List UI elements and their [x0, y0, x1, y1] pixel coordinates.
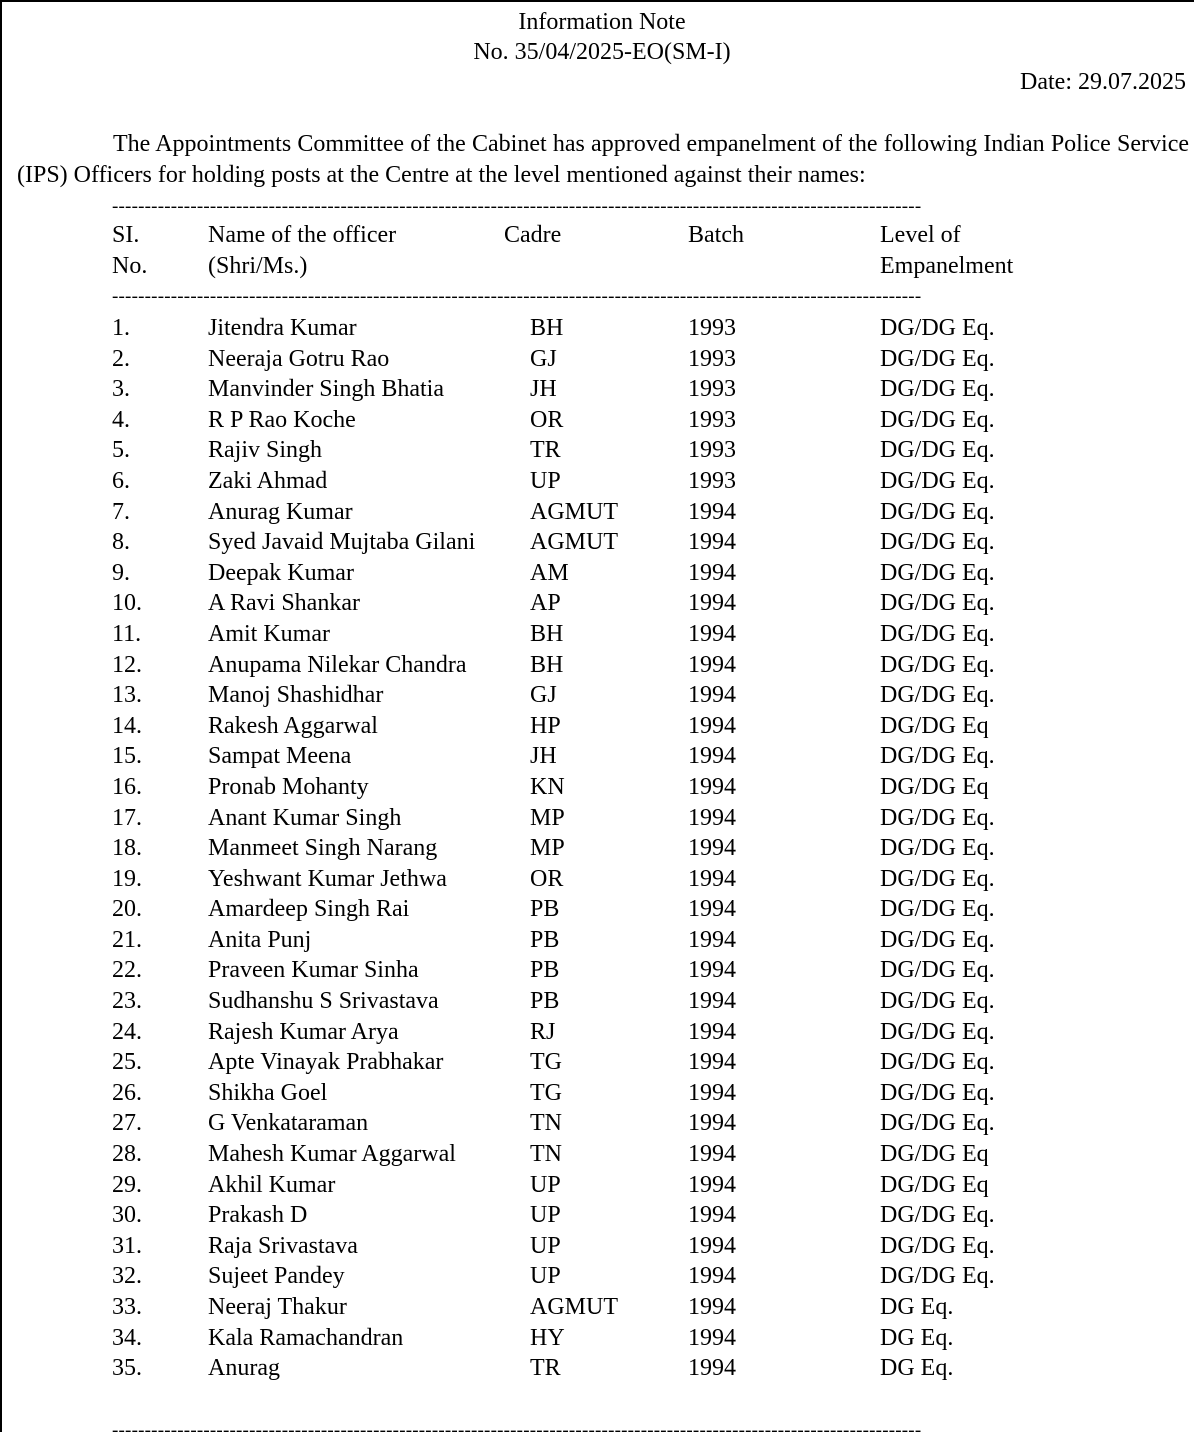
empanelment-level: DG/DG Eq. [880, 1263, 995, 1290]
batch: 1994 [688, 1355, 736, 1382]
batch: 1994 [688, 1110, 736, 1137]
sl-no: 25. [112, 1049, 142, 1076]
sl-no: 35. [112, 1355, 142, 1382]
empanelment-level: DG/DG Eq. [880, 988, 995, 1015]
officer-name: Neeraj Thakur [208, 1294, 347, 1320]
empanelment-level: DG/DG Eq. [880, 1110, 995, 1137]
batch: 1994 [688, 1232, 736, 1259]
batch: 1993 [688, 315, 736, 341]
intro-text: The Appointments Committee of the Cabinet has approved empanelment of the following Indian Police Service (IPS) Officers for holding posts at the Centre at the level mentioned against their names: [17, 131, 1189, 188]
officer-name: Pronab Mohanty [208, 773, 369, 800]
batch: 1994 [688, 590, 736, 617]
sl-no: 20. [112, 896, 142, 923]
sl-no: 12. [112, 651, 142, 678]
sl-no: 10. [112, 590, 142, 617]
table-row [2, 405, 1196, 436]
empanelment-level: DG/DG Eq. [880, 957, 995, 984]
sl-no: 16. [112, 773, 142, 800]
empanelment-level: DG/DG Eq. [880, 682, 995, 709]
cadre: TG [530, 1079, 562, 1106]
empanelment-level: DG/DG Eq. [880, 1079, 995, 1106]
empanelment-level: DG/DG Eq. [880, 1202, 995, 1229]
document-title: Information Note [518, 9, 686, 35]
empanelment-level: DG/DG Eq. [880, 406, 995, 433]
sl-no: 1. [112, 315, 130, 341]
divider-top: ---------------------------------------------------------------------------------------------------------------------------- [112, 196, 922, 217]
cadre: PB [530, 926, 560, 953]
batch: 1994 [688, 498, 736, 525]
table-row [2, 1353, 1196, 1384]
sl-no: 24. [112, 1018, 142, 1045]
officer-name: Syed Javaid Mujtaba Gilani [208, 529, 476, 556]
cadre: UP [530, 467, 561, 494]
empanelment-level: DG/DG Eq. [880, 376, 995, 403]
cadre: AM [530, 559, 569, 586]
batch: 1993 [688, 345, 736, 372]
batch: 1994 [688, 865, 736, 892]
cadre: GJ [530, 682, 557, 709]
officer-table [2, 313, 1196, 1384]
empanelment-level: DG/DG Eq. [880, 498, 995, 525]
cadre: TR [530, 437, 561, 464]
batch: 1994 [688, 529, 736, 556]
sl-no: 5. [112, 437, 130, 464]
empanelment-level: DG/DG Eq. [880, 896, 995, 923]
cadre: BH [530, 620, 564, 647]
batch: 1993 [688, 437, 736, 464]
empanelment-level: DG/DG Eq. [880, 835, 995, 862]
table-row [2, 1078, 1196, 1109]
empanelment-level: DG/DG Eq. [880, 1018, 995, 1045]
officer-name: Praveen Kumar Sinha [208, 957, 419, 984]
batch: 1994 [688, 682, 736, 709]
empanelment-level: DG/DG Eq. [880, 437, 995, 464]
officer-name: Deepak Kumar [208, 559, 354, 586]
officer-name: Rakesh Aggarwal [208, 712, 378, 739]
cadre: UP [530, 1263, 561, 1290]
officer-name: Jitendra Kumar [208, 315, 357, 341]
sl-no: 15. [112, 743, 142, 770]
table-row [2, 1231, 1196, 1262]
cadre: HY [530, 1324, 565, 1351]
table-row [2, 1170, 1196, 1201]
table-row [2, 803, 1196, 834]
batch: 1994 [688, 835, 736, 862]
sl-no: 8. [112, 529, 130, 556]
sl-no: 21. [112, 926, 142, 953]
cadre: BH [530, 315, 564, 341]
cadre: UP [530, 1232, 561, 1259]
sl-no: 9. [112, 559, 130, 586]
empanelment-level: DG/DG Eq. [880, 620, 995, 647]
empanelment-level: DG/DG Eq. [880, 743, 995, 770]
empanelment-level: DG/DG Eq. [880, 804, 995, 831]
sl-no: 28. [112, 1141, 142, 1168]
batch: 1993 [688, 376, 736, 403]
officer-name: G Venkataraman [208, 1110, 369, 1137]
sl-no: 13. [112, 682, 142, 709]
batch: 1994 [688, 988, 736, 1015]
officer-name: Rajiv Singh [208, 437, 323, 464]
table-row [2, 955, 1196, 986]
officer-name: Sujeet Pandey [208, 1263, 345, 1290]
empanelment-level: DG/DG Eq. [880, 467, 995, 494]
col-header-level: Level of Empanelment [880, 222, 1014, 279]
table-row [2, 741, 1196, 772]
cadre: PB [530, 988, 560, 1015]
cadre: JH [530, 743, 557, 770]
cadre: MP [530, 804, 565, 831]
batch: 1994 [688, 1049, 736, 1076]
empanelment-level: DG/DG Eq. [880, 345, 995, 372]
batch: 1994 [688, 896, 736, 923]
empanelment-level: DG/DG Eq [880, 1141, 989, 1168]
officer-name: Raja Srivastava [208, 1232, 358, 1259]
sl-no: 33. [112, 1294, 142, 1320]
divider-header: ---------------------------------------------------------------------------------------------------------------------------- [112, 286, 922, 307]
intro-paragraph [17, 129, 1189, 191]
cadre: AP [530, 590, 561, 617]
batch: 1994 [688, 1263, 736, 1290]
table-row [2, 925, 1196, 956]
empanelment-level: DG/DG Eq. [880, 865, 995, 892]
batch: 1994 [688, 1079, 736, 1106]
table-row [2, 1139, 1196, 1170]
empanelment-level: DG/DG Eq. [880, 529, 995, 556]
empanelment-level: DG/DG Eq. [880, 651, 995, 678]
table-row [2, 711, 1196, 742]
sl-no: 27. [112, 1110, 142, 1137]
empanelment-level: DG/DG Eq [880, 773, 989, 800]
table-row [2, 527, 1196, 558]
note-number: No. 35/04/2025-EO(SM-I) [473, 39, 731, 65]
table-row [2, 1017, 1196, 1048]
sl-no: 30. [112, 1202, 142, 1229]
officer-name: Anurag Kumar [208, 498, 353, 525]
sl-no: 29. [112, 1171, 142, 1198]
officer-name: Amardeep Singh Rai [208, 896, 410, 923]
cadre: TG [530, 1049, 562, 1076]
batch: 1994 [688, 1171, 736, 1198]
batch: 1994 [688, 1324, 736, 1351]
cadre: AGMUT [530, 498, 618, 525]
table-row [2, 558, 1196, 589]
empanelment-level: DG/DG Eq. [880, 590, 995, 617]
cadre: HP [530, 712, 561, 739]
table-row [2, 374, 1196, 405]
cadre: BH [530, 651, 564, 678]
sl-no: 22. [112, 957, 142, 984]
table-row [2, 986, 1196, 1017]
batch: 1994 [688, 804, 736, 831]
col-header-sl: SI. No. [112, 222, 148, 279]
table-row [2, 619, 1196, 650]
empanelment-level: DG Eq. [880, 1324, 954, 1351]
table-row [2, 497, 1196, 528]
cadre: KN [530, 773, 565, 800]
officer-name: A Ravi Shankar [208, 590, 360, 617]
col-header-batch: Batch [688, 222, 744, 248]
sl-no: 3. [112, 376, 130, 403]
table-row [2, 313, 1196, 344]
officer-name: Prakash D [208, 1202, 308, 1229]
officer-name: Manmeet Singh Narang [208, 835, 438, 862]
officer-name: Amit Kumar [208, 620, 330, 647]
officer-name: Zaki Ahmad [208, 467, 328, 494]
empanelment-level: DG/DG Eq. [880, 1232, 995, 1259]
sl-no: 17. [112, 804, 142, 831]
table-row [2, 466, 1196, 497]
table-row [2, 435, 1196, 466]
note-date: Date: 29.07.2025 [1020, 69, 1186, 95]
table-row [2, 894, 1196, 925]
table-row [2, 1261, 1196, 1292]
sl-no: 11. [112, 620, 142, 647]
empanelment-level: DG/DG Eq. [880, 1049, 995, 1076]
empanelment-level: DG Eq. [880, 1355, 954, 1382]
cadre: OR [530, 865, 564, 892]
sl-no: 6. [112, 467, 130, 494]
batch: 1994 [688, 926, 736, 953]
cadre: RJ [530, 1018, 556, 1045]
empanelment-level: DG/DG Eq. [880, 315, 995, 341]
sl-no: 7. [112, 498, 130, 525]
empanelment-level: DG Eq. [880, 1294, 954, 1320]
batch: 1994 [688, 1018, 736, 1045]
officer-name: Manvinder Singh Bhatia [208, 376, 444, 403]
officer-name: Anita Punj [208, 926, 312, 953]
cadre: TN [530, 1110, 562, 1137]
sl-no: 23. [112, 988, 142, 1015]
cadre: TR [530, 1355, 561, 1382]
table-row [2, 1323, 1196, 1354]
officer-name: Mahesh Kumar Aggarwal [208, 1141, 456, 1168]
officer-name: Shikha Goel [208, 1079, 328, 1106]
officer-name: Akhil Kumar [208, 1171, 336, 1198]
cadre: UP [530, 1202, 561, 1229]
batch: 1994 [688, 620, 736, 647]
sl-no: 18. [112, 835, 142, 862]
sl-no: 32. [112, 1263, 142, 1290]
sl-no: 31. [112, 1232, 142, 1259]
table-row [2, 1292, 1196, 1323]
batch: 1994 [688, 651, 736, 678]
batch: 1994 [688, 712, 736, 739]
col-header-cadre: Cadre [504, 222, 562, 248]
officer-name: Anant Kumar Singh [208, 804, 402, 831]
cadre: MP [530, 835, 565, 862]
sl-no: 19. [112, 865, 142, 892]
batch: 1993 [688, 467, 736, 494]
divider-bottom: ---------------------------------------------------------------------------------------------------------------------------- [112, 1420, 922, 1441]
empanelment-level: DG/DG Eq [880, 1171, 989, 1198]
table-row [2, 1108, 1196, 1139]
batch: 1993 [688, 406, 736, 433]
officer-name: Rajesh Kumar Arya [208, 1018, 399, 1045]
cadre: AGMUT [530, 1294, 618, 1320]
table-row [2, 680, 1196, 711]
officer-name: Apte Vinayak Prabhakar [208, 1049, 444, 1076]
empanelment-level: DG/DG Eq. [880, 926, 995, 953]
cadre: AGMUT [530, 529, 618, 556]
batch: 1994 [688, 1294, 736, 1320]
officer-name: Neeraja Gotru Rao [208, 345, 390, 372]
cadre: PB [530, 896, 560, 923]
batch: 1994 [688, 743, 736, 770]
sl-no: 14. [112, 712, 142, 739]
sl-no: 26. [112, 1079, 142, 1106]
officer-name: Anurag [208, 1355, 280, 1382]
col-header-name: Name of the officer (Shri/Ms.) [208, 222, 397, 279]
empanelment-level: DG/DG Eq. [880, 559, 995, 586]
officer-name: Sudhanshu S Srivastava [208, 988, 439, 1015]
officer-name: Yeshwant Kumar Jethwa [208, 865, 447, 892]
cadre: PB [530, 957, 560, 984]
cadre: OR [530, 406, 564, 433]
batch: 1994 [688, 559, 736, 586]
officer-name: Manoj Shashidhar [208, 682, 384, 709]
officer-name: Sampat Meena [208, 743, 352, 770]
batch: 1994 [688, 1141, 736, 1168]
table-row [2, 650, 1196, 681]
table-row [2, 588, 1196, 619]
table-row [2, 772, 1196, 803]
table-row [2, 344, 1196, 375]
cadre: JH [530, 376, 557, 403]
table-row [2, 1047, 1196, 1078]
officer-name: Kala Ramachandran [208, 1324, 404, 1351]
table-row [2, 1200, 1196, 1231]
batch: 1994 [688, 773, 736, 800]
officer-name: Anupama Nilekar Chandra [208, 651, 467, 678]
cadre: UP [530, 1171, 561, 1198]
batch: 1994 [688, 957, 736, 984]
table-row [2, 864, 1196, 895]
cadre: GJ [530, 345, 557, 372]
empanelment-level: DG/DG Eq [880, 712, 989, 739]
officer-name: R P Rao Koche [208, 406, 356, 433]
batch: 1994 [688, 1202, 736, 1229]
cadre: TN [530, 1141, 562, 1168]
sl-no: 34. [112, 1324, 142, 1351]
sl-no: 4. [112, 406, 130, 433]
table-row [2, 833, 1196, 864]
sl-no: 2. [112, 345, 130, 372]
